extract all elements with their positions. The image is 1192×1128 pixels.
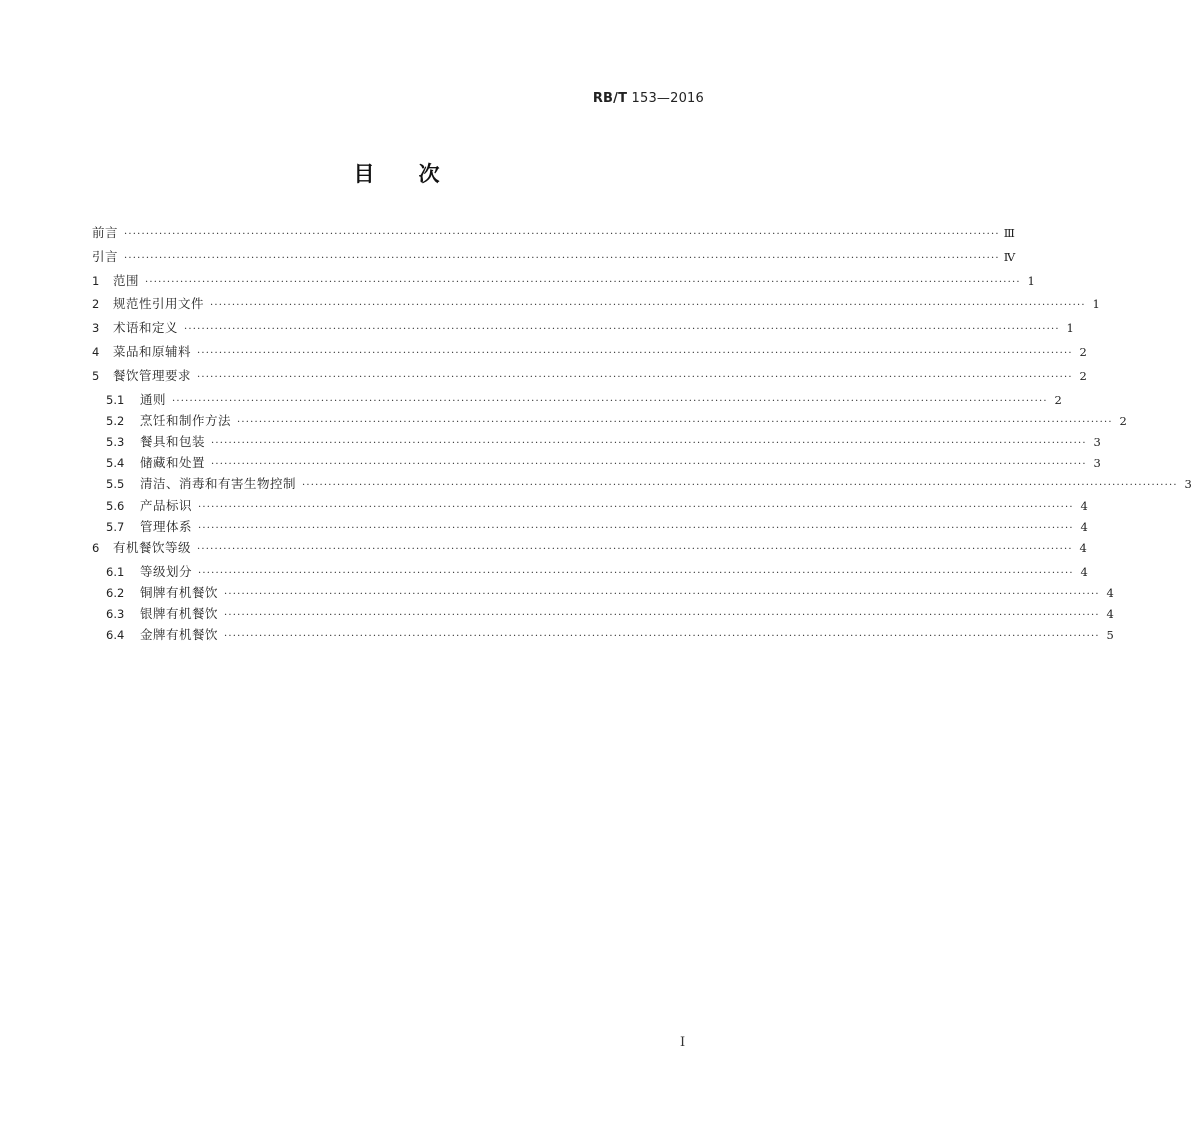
toc-leader-dots: ········································································································································································································	[237, 416, 1113, 428]
toc-entry-page: 2	[1119, 413, 1127, 428]
toc-entry-page: 2	[1054, 392, 1062, 407]
toc-entry-label: 有机餐饮等级	[113, 539, 192, 555]
toc-entry-page: 1	[1066, 321, 1074, 336]
toc-entry-number: 6.4	[106, 628, 125, 643]
toc-entry[interactable]	[92, 454, 1101, 475]
toc-entry-number: 5.3	[106, 434, 125, 449]
toc-entry-page: 4	[1106, 585, 1114, 600]
toc-leader-dots: ········································································································································································································	[184, 324, 1060, 336]
page-title-part2: 次	[418, 162, 440, 186]
toc-entry-page: 3	[1093, 434, 1101, 449]
toc-entry-page: Ⅲ	[1003, 226, 1015, 240]
toc-leader-dots: ········································································································································································································	[198, 501, 1074, 513]
toc-entry-label: 烹饪和制作方法	[140, 412, 232, 428]
toc-leader-dots: ········································································································································································································	[224, 631, 1100, 643]
toc-entry-number: 5.6	[106, 498, 125, 513]
toc-leader-dots: ········································································································································································································	[210, 300, 1086, 312]
toc-entry-number: 1	[92, 273, 100, 288]
toc-entry-page: 4	[1079, 540, 1087, 555]
toc-leader-dots: ········································································································································································································	[302, 480, 1178, 492]
toc-entry[interactable]	[92, 412, 1127, 433]
toc-entry-page: Ⅳ	[1003, 249, 1016, 264]
toc-entry[interactable]	[92, 295, 1100, 319]
standard-code	[593, 91, 704, 106]
toc-leader-dots: ········································································································································································································	[124, 229, 1000, 240]
toc-entry[interactable]	[92, 343, 1087, 367]
toc-entry-page: 4	[1080, 564, 1088, 579]
toc-entry-label: 金牌有机餐饮	[140, 627, 219, 643]
toc-entry[interactable]	[92, 319, 1074, 343]
toc-entry[interactable]	[92, 518, 1088, 539]
toc-entry[interactable]	[92, 433, 1101, 454]
toc-entry-label: 餐饮管理要求	[113, 367, 192, 383]
toc-leader-dots: ········································································································································································································	[198, 522, 1074, 534]
table-of-contents	[92, 224, 1192, 647]
toc-entry-label: 管理体系	[140, 518, 193, 534]
toc-entry-number: 3	[92, 321, 100, 336]
toc-entry-label: 通则	[140, 391, 167, 407]
toc-entry-number: 6.3	[106, 607, 125, 622]
toc-entry-label: 银牌有机餐饮	[140, 606, 219, 622]
toc-entry[interactable]	[92, 272, 1035, 296]
toc-entry[interactable]	[92, 539, 1087, 563]
toc-entry-page: 3	[1093, 456, 1101, 471]
toc-entry-number: 5.1	[106, 392, 125, 407]
toc-leader-dots: ········································································································································································································	[124, 252, 1000, 264]
toc-entry-page: 2	[1079, 368, 1087, 383]
toc-entry-label: 前言	[92, 225, 119, 240]
toc-entry-number: 6.2	[106, 585, 125, 600]
toc-entry[interactable]	[92, 475, 1192, 496]
toc-leader-dots: ········································································································································································································	[145, 276, 1021, 288]
toc-entry[interactable]	[92, 563, 1088, 584]
toc-leader-dots: ········································································································································································································	[211, 437, 1087, 449]
toc-entry-label: 范围	[113, 272, 140, 288]
toc-entry-number: 5.7	[106, 519, 125, 534]
toc-entry-label: 储藏和处置	[140, 455, 206, 471]
toc-leader-dots: ········································································································································································································	[224, 610, 1100, 622]
toc-entry[interactable]	[92, 391, 1062, 412]
toc-leader-dots: ········································································································································································································	[211, 459, 1087, 471]
page-number: I	[680, 1035, 686, 1050]
toc-entry[interactable]	[92, 584, 1114, 605]
toc-entry[interactable]	[92, 367, 1087, 391]
toc-entry-page: 4	[1106, 607, 1114, 622]
toc-entry-page: 4	[1080, 519, 1088, 534]
toc-entry-number: 6	[92, 540, 100, 555]
toc-entry[interactable]	[92, 605, 1114, 626]
toc-entry-number: 4	[92, 344, 100, 359]
toc-entry-label: 菜品和原辅料	[113, 343, 192, 359]
toc-entry-number: 5.5	[106, 477, 125, 492]
toc-entry-label: 等级划分	[140, 563, 193, 579]
toc-entry[interactable]	[92, 224, 1015, 248]
toc-entry-page: 2	[1079, 344, 1087, 359]
toc-entry-label: 清洁、消毒和有害生物控制	[140, 476, 297, 492]
toc-leader-dots: ········································································································································································································	[224, 588, 1100, 600]
toc-entry-number: 5.2	[106, 413, 125, 428]
toc-entry-page: 5	[1106, 628, 1114, 643]
standard-code-number: 153—2016	[631, 91, 704, 106]
toc-entry-number: 5.4	[106, 456, 125, 471]
toc-entry-page: 1	[1092, 297, 1100, 312]
toc-entry-label: 餐具和包装	[140, 433, 206, 449]
toc-entry-number: 6.1	[106, 564, 125, 579]
page-title	[0, 158, 793, 188]
toc-entry-label: 术语和定义	[113, 320, 179, 336]
toc-entry[interactable]	[92, 497, 1088, 518]
toc-entry[interactable]	[92, 626, 1114, 647]
toc-leader-dots: ········································································································································································································	[197, 347, 1073, 359]
toc-entry[interactable]	[92, 248, 1016, 272]
toc-leader-dots: ········································································································································································································	[197, 371, 1073, 383]
toc-entry-page: 1	[1027, 273, 1035, 288]
standard-code-prefix: RB/T	[592, 91, 628, 106]
toc-entry-label: 铜牌有机餐饮	[140, 584, 219, 600]
toc-entry-label: 产品标识	[140, 497, 193, 513]
toc-leader-dots: ········································································································································································································	[198, 567, 1074, 579]
toc-leader-dots: ········································································································································································································	[172, 395, 1048, 407]
toc-leader-dots: ········································································································································································································	[197, 543, 1073, 555]
toc-entry-number: 2	[92, 297, 100, 312]
toc-entry-page: 3	[1184, 477, 1192, 492]
toc-entry-label: 引言	[92, 248, 119, 264]
toc-entry-number: 5	[92, 368, 100, 383]
page-title-part1: 目	[353, 162, 375, 186]
toc-entry-label: 规范性引用文件	[113, 296, 205, 312]
toc-entry-page: 4	[1080, 498, 1088, 513]
